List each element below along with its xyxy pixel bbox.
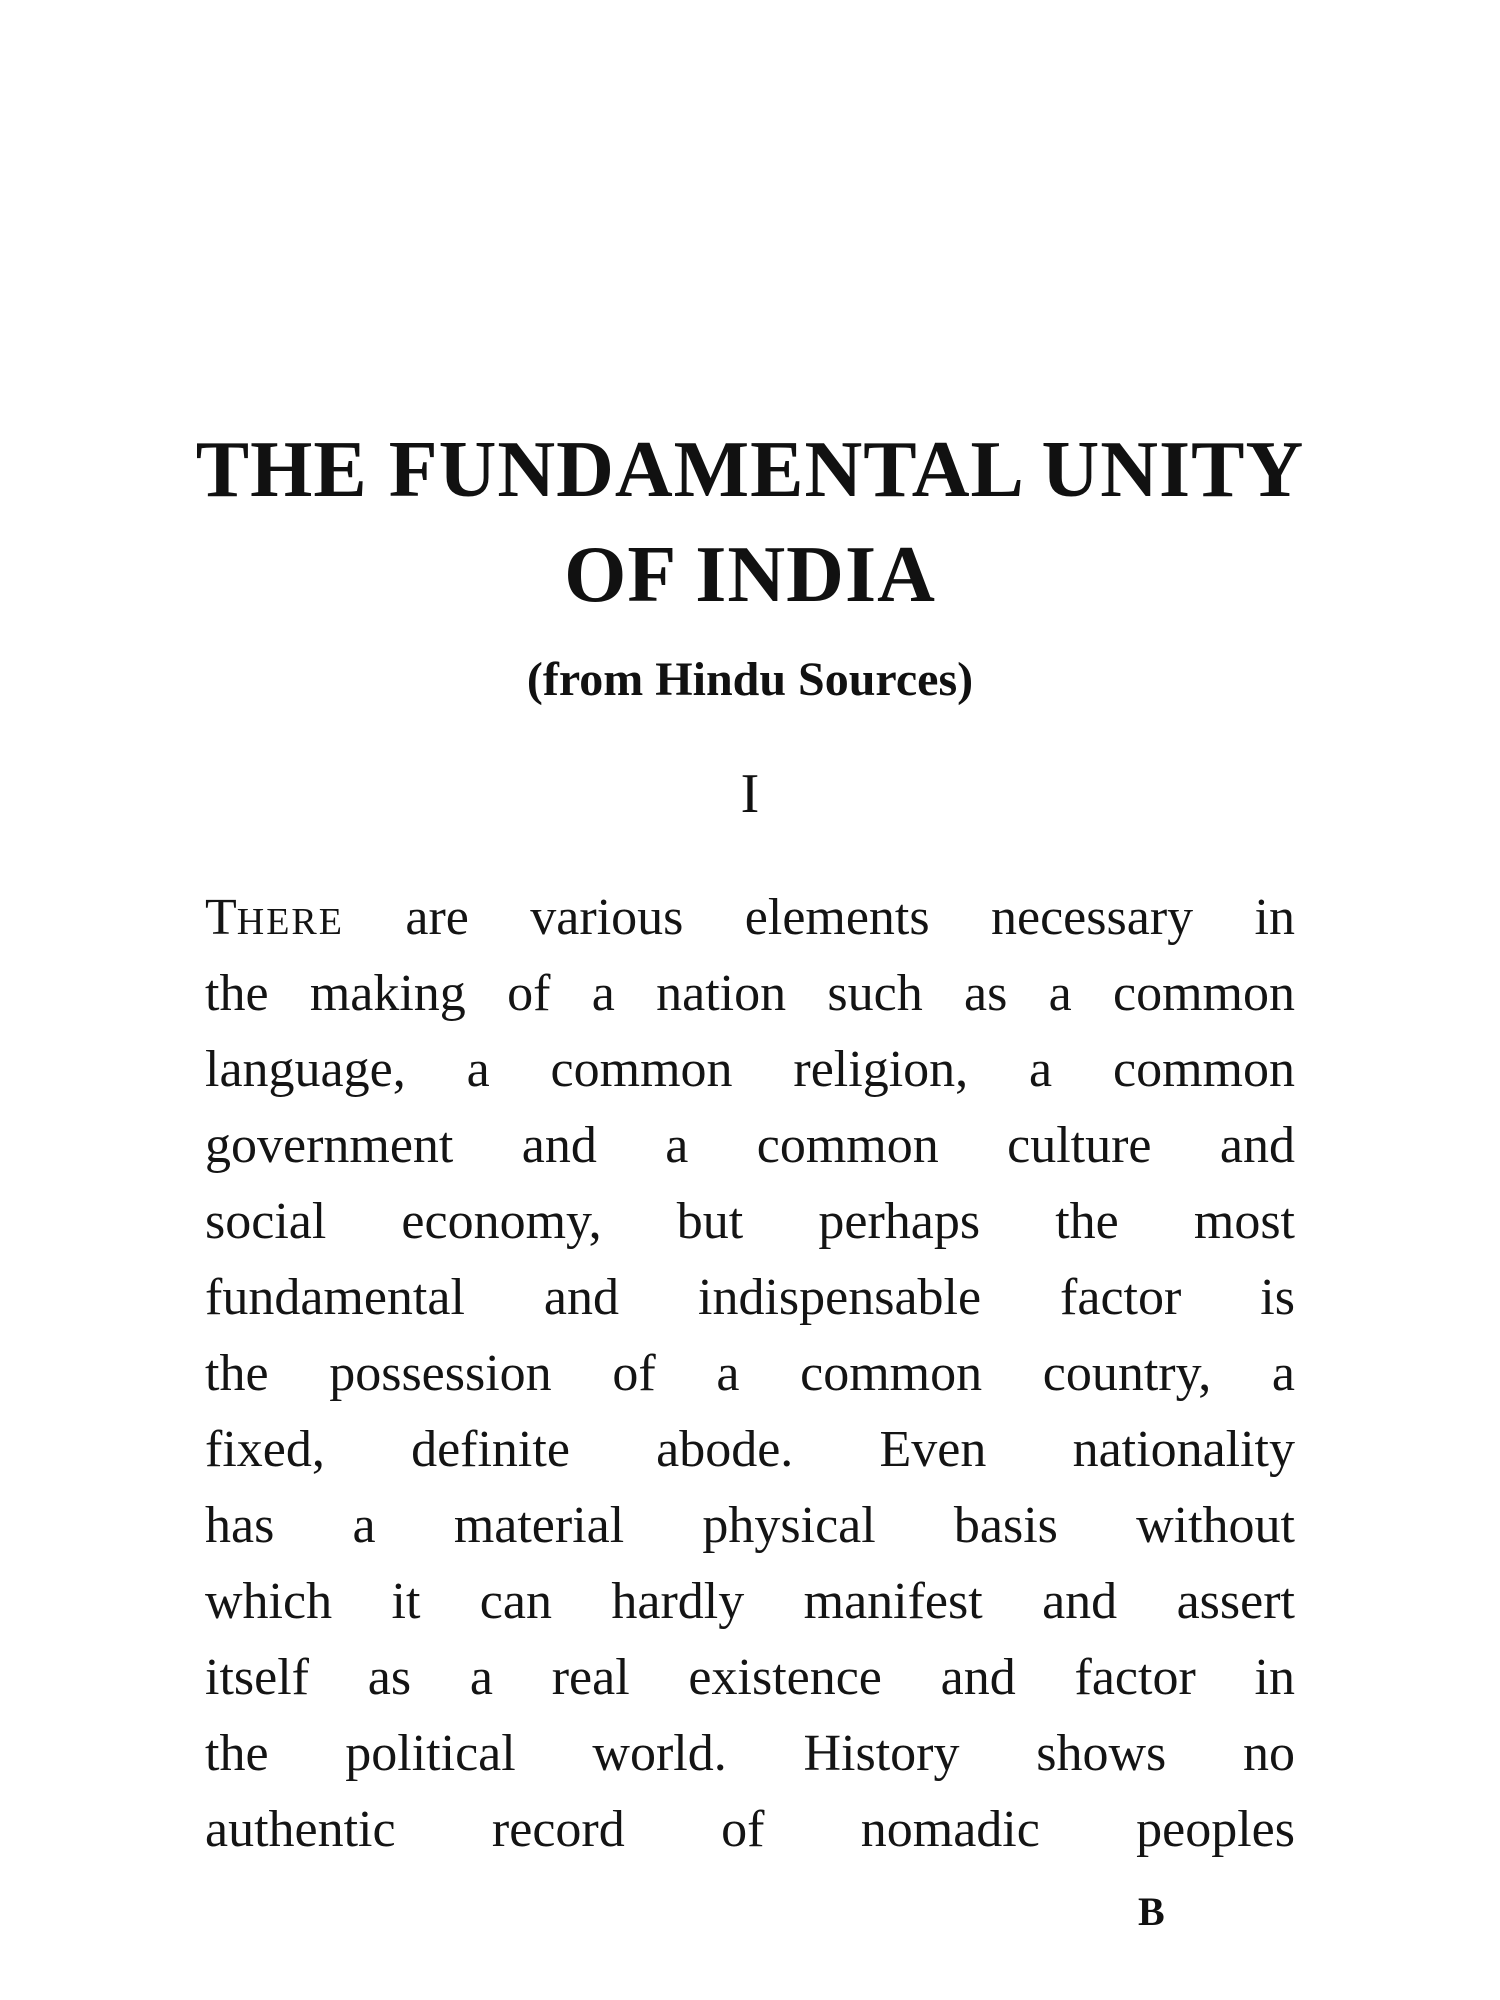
body-line-4: government and a common culture and bbox=[205, 1117, 1295, 1174]
body-line-2: the making of a nation such as a common bbox=[205, 965, 1295, 1022]
opening-word-small-caps: HERE bbox=[236, 901, 344, 943]
body-line-9: has a material physical basis without bbox=[205, 1497, 1295, 1554]
body-line-1-text: are various elements necessary in bbox=[343, 889, 1295, 946]
signature-mark: B bbox=[1138, 1889, 1165, 1934]
body-line-7: the possession of a common country, a bbox=[205, 1345, 1295, 1402]
body-line-12: the political world. History shows no bbox=[205, 1725, 1295, 1782]
page-subtitle: (from Hindu Sources) bbox=[526, 653, 974, 706]
body-line-5: social economy, but perhaps the most bbox=[205, 1193, 1295, 1250]
opening-word-initial: T bbox=[205, 889, 237, 946]
body-line-1 bbox=[205, 880, 1295, 956]
body-line-13: authentic record of nomadic peoples bbox=[205, 1801, 1295, 1858]
body-paragraph bbox=[205, 880, 1295, 1868]
page-title-line-2: OF INDIA bbox=[564, 531, 936, 619]
page-title-line-1: THE FUNDAMENTAL UNITY bbox=[195, 426, 1305, 514]
body-line-3: language, a common religion, a common bbox=[205, 1041, 1295, 1098]
body-line-10: which it can hardly manifest and assert bbox=[205, 1573, 1295, 1630]
body-line-8: fixed, definite abode. Even nationality bbox=[205, 1421, 1295, 1478]
body-line-6: fundamental and indispensable factor is bbox=[205, 1269, 1295, 1326]
section-number: I bbox=[740, 763, 760, 825]
opening-word bbox=[205, 889, 344, 946]
body-line-11: itself as a real existence and factor in bbox=[205, 1649, 1295, 1706]
